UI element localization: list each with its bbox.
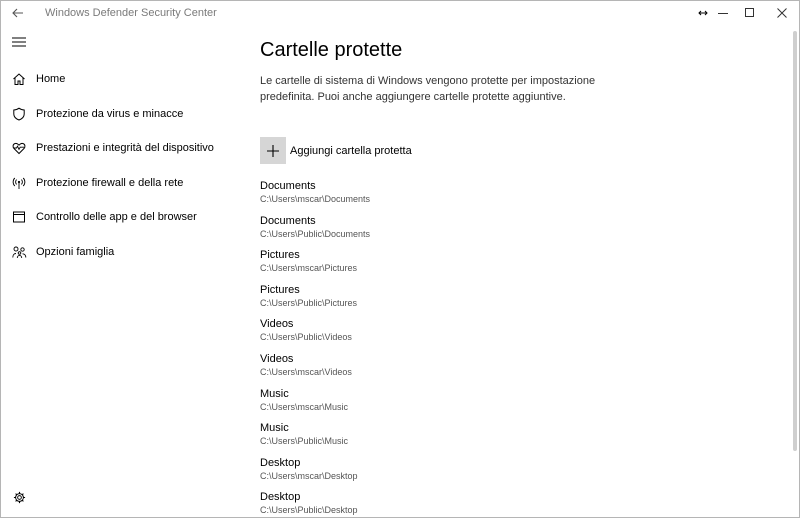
folder-name: Desktop (260, 491, 301, 504)
list-item[interactable] (260, 248, 370, 283)
folder-name: Music (260, 422, 289, 435)
protected-folder-list (260, 179, 370, 518)
folder-path: C:\Users\mscar\Documents (260, 194, 371, 204)
list-item[interactable] (260, 179, 370, 214)
list-item[interactable] (260, 456, 370, 491)
sidebar-item-label: Home (36, 73, 66, 85)
page-description: Le cartelle di sistema di Windows vengono protette per impostazione predefinita. Puoi anche aggiungere cartelle protette aggiuntive. (260, 75, 596, 103)
antenna-icon (11, 175, 27, 191)
sidebar-item-label: Controllo delle app e del browser (36, 211, 197, 223)
sidebar-item-firewall[interactable] (1, 168, 241, 198)
folder-name: Pictures (260, 283, 300, 296)
close-button[interactable] (767, 3, 797, 23)
window-title: Windows Defender Security Center (45, 7, 217, 19)
sidebar-item-label: Prestazioni e integrità del dispositivo (36, 142, 214, 154)
gear-icon (13, 491, 26, 504)
hamburger-icon (12, 37, 26, 47)
minimize-icon (718, 8, 728, 18)
folder-name: Videos (260, 352, 294, 365)
resize-arrows-icon (698, 9, 708, 17)
sidebar-item-app-browser[interactable] (1, 202, 241, 232)
folder-path: C:\Users\mscar\Pictures (260, 263, 358, 274)
back-arrow-icon (12, 8, 24, 18)
list-item[interactable] (260, 352, 370, 387)
add-button-label: Aggiungi cartella protetta (290, 144, 412, 157)
page-title: Cartelle protette (260, 39, 403, 61)
list-item[interactable] (260, 283, 370, 318)
folder-path: C:\Users\mscar\Music (260, 401, 349, 412)
folder-name: Videos (260, 318, 294, 331)
folder-path: C:\Users\Public\Music (260, 436, 349, 447)
hamburger-menu-button[interactable] (9, 34, 29, 50)
add-protected-folder-button[interactable] (260, 137, 412, 164)
list-item[interactable] (260, 421, 370, 456)
maximize-icon (745, 8, 755, 18)
folder-path: C:\Users\mscar\Desktop (260, 470, 358, 481)
back-button[interactable] (7, 3, 29, 23)
sidebar-item-family[interactable] (1, 237, 241, 267)
folder-path: C:\Users\Public\Documents (260, 228, 371, 239)
shield-icon (11, 106, 27, 122)
folder-name: Desktop (260, 456, 301, 469)
folder-path: C:\Users\Public\Desktop (260, 505, 358, 516)
folder-name: Music (260, 387, 289, 400)
list-item[interactable] (260, 317, 370, 352)
sidebar-item-virus-protection[interactable] (1, 99, 241, 129)
browser-window-icon (11, 209, 27, 225)
folder-name: Documents (260, 214, 316, 227)
folder-path: C:\Users\Public\Pictures (260, 297, 358, 308)
folder-name: Pictures (260, 249, 300, 262)
close-icon (777, 8, 787, 18)
sidebar-item-label: Protezione da virus e minacce (36, 108, 184, 120)
sidebar-item-label: Opzioni famiglia (36, 246, 115, 258)
heart-pulse-icon (11, 140, 27, 156)
sidebar-item-label: Protezione firewall e della rete (36, 177, 184, 189)
sidebar-item-device-performance[interactable] (1, 133, 241, 163)
folder-name: Documents (260, 180, 316, 192)
home-icon (11, 71, 27, 87)
family-icon (11, 244, 27, 260)
settings-button[interactable] (10, 488, 28, 506)
scrollbar[interactable] (793, 31, 797, 451)
title-bar (1, 1, 800, 25)
folder-path: C:\Users\mscar\Videos (260, 366, 352, 377)
list-item[interactable] (260, 387, 370, 422)
list-item[interactable] (260, 214, 370, 249)
list-item[interactable] (260, 490, 370, 518)
folder-path: C:\Users\Public\Videos (260, 332, 352, 343)
minimize-button[interactable] (708, 3, 738, 23)
maximize-button[interactable] (735, 3, 765, 23)
sidebar-item-home[interactable] (1, 64, 241, 94)
plus-icon (260, 137, 286, 164)
